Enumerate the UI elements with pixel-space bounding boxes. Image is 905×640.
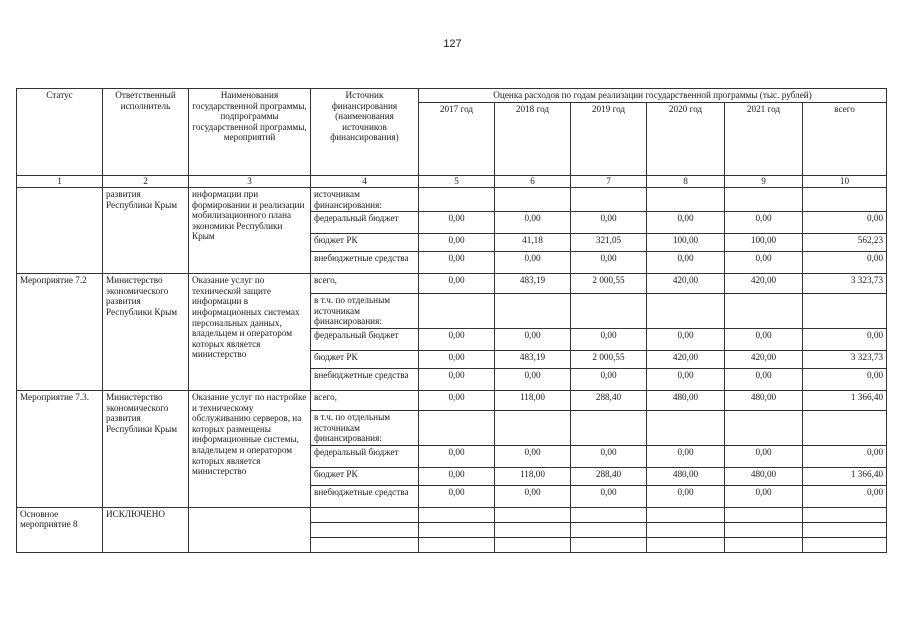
value-cell: 0,00: [571, 368, 647, 390]
value-cell: 0,00: [725, 328, 803, 350]
value-cell: [419, 294, 495, 329]
value-cell: 0,00: [495, 485, 571, 507]
index-cell: 5: [419, 176, 495, 188]
value-cell: 100,00: [647, 234, 725, 252]
value-cell: 0,00: [419, 485, 495, 507]
source-cell: внебюджетные средства: [311, 368, 419, 390]
total-cell: 3 323,73: [803, 350, 887, 368]
header-year: 2018 год: [495, 102, 571, 175]
value-cell: 0,00: [419, 252, 495, 274]
source-cell: в т.ч. по отдельным источникам финансирования:: [311, 410, 419, 445]
value-cell: 483,19: [495, 350, 571, 368]
activity-name-cell: [189, 507, 311, 552]
value-cell: 0,00: [419, 368, 495, 390]
source-cell: в т.ч. по отдельным источникам финансирования:: [311, 294, 419, 329]
value-cell: [725, 507, 803, 522]
value-cell: 0,00: [419, 212, 495, 234]
status-cell: Мероприятие 7.2: [17, 274, 103, 391]
source-cell: [311, 522, 419, 537]
total-cell: 0,00: [803, 252, 887, 274]
value-cell: 0,00: [419, 328, 495, 350]
value-cell: 0,00: [419, 467, 495, 485]
source-cell: федеральный бюджет: [311, 445, 419, 467]
total-cell: 0,00: [803, 445, 887, 467]
value-cell: 0,00: [419, 234, 495, 252]
status-cell: [17, 188, 103, 274]
page-number: 127: [443, 38, 462, 50]
index-row: [17, 176, 887, 188]
value-cell: [571, 410, 647, 445]
total-cell: 0,00: [803, 328, 887, 350]
value-cell: 0,00: [571, 485, 647, 507]
value-cell: [419, 522, 495, 537]
total-cell: 3 323,73: [803, 274, 887, 294]
total-cell: [803, 522, 887, 537]
value-cell: [495, 294, 571, 329]
header-name: Наименования государственной программы, подпрограммы государственной программы, мероприятий: [189, 89, 311, 176]
value-cell: 0,00: [725, 368, 803, 390]
header-year: 2021 год: [725, 102, 803, 175]
total-cell: 0,00: [803, 368, 887, 390]
value-cell: [725, 410, 803, 445]
responsible-cell: Министерство экономического развития Республики Крым: [103, 390, 189, 507]
index-cell: 2: [103, 176, 189, 188]
value-cell: 0,00: [647, 212, 725, 234]
index-cell: 4: [311, 176, 419, 188]
value-cell: 420,00: [647, 350, 725, 368]
value-cell: 0,00: [495, 445, 571, 467]
source-cell: всего,: [311, 274, 419, 294]
header-status: Статус: [17, 89, 103, 176]
value-cell: 118,00: [495, 467, 571, 485]
value-cell: [647, 188, 725, 212]
value-cell: [647, 294, 725, 329]
total-cell: [803, 537, 887, 552]
value-cell: 0,00: [571, 445, 647, 467]
value-cell: 0,00: [647, 252, 725, 274]
value-cell: 0,00: [419, 274, 495, 294]
total-cell: 562,23: [803, 234, 887, 252]
table-row: [17, 274, 887, 294]
value-cell: [419, 410, 495, 445]
value-cell: 0,00: [419, 390, 495, 410]
index-cell: 9: [725, 176, 803, 188]
value-cell: [571, 507, 647, 522]
status-cell: Основное мероприятие 8: [17, 507, 103, 552]
source-cell: бюджет РК: [311, 467, 419, 485]
responsible-cell: развития Республики Крым: [103, 188, 189, 274]
index-cell: 10: [803, 176, 887, 188]
activity-name-cell: Оказание услуг по настройке и техническому обслуживанию серверов, на которых размещены информационные системы, владельцем и оператором которых является министерство: [189, 390, 311, 507]
value-cell: 0,00: [647, 485, 725, 507]
value-cell: [647, 522, 725, 537]
value-cell: 118,00: [495, 390, 571, 410]
value-cell: 321,05: [571, 234, 647, 252]
table-row: [17, 390, 887, 410]
value-cell: [419, 537, 495, 552]
value-cell: 0,00: [725, 252, 803, 274]
table-row: [17, 507, 887, 522]
value-cell: 0,00: [647, 445, 725, 467]
source-cell: внебюджетные средства: [311, 252, 419, 274]
value-cell: 483,19: [495, 274, 571, 294]
value-cell: 288,40: [571, 467, 647, 485]
responsible-cell: ИСКЛЮЧЕНО: [103, 507, 189, 552]
index-cell: 1: [17, 176, 103, 188]
value-cell: [495, 188, 571, 212]
header-estimate: Оценка расходов по годам реализации государственной программы (тыс. рублей): [419, 89, 887, 103]
source-cell: внебюджетные средства: [311, 485, 419, 507]
source-cell: федеральный бюджет: [311, 328, 419, 350]
value-cell: [495, 410, 571, 445]
value-cell: 0,00: [725, 445, 803, 467]
value-cell: [495, 507, 571, 522]
value-cell: [647, 537, 725, 552]
budget-table: [16, 88, 887, 553]
value-cell: 0,00: [647, 368, 725, 390]
value-cell: [725, 294, 803, 329]
value-cell: 41,18: [495, 234, 571, 252]
value-cell: 420,00: [725, 350, 803, 368]
value-cell: 100,00: [725, 234, 803, 252]
header-year: 2019 год: [571, 102, 647, 175]
activity-name-cell: информации при формировании и реализации мобилизационного плана экономики Республики Крым: [189, 188, 311, 274]
source-cell: федеральный бюджет: [311, 212, 419, 234]
source-cell: бюджет РК: [311, 350, 419, 368]
header-row: [17, 89, 887, 103]
value-cell: [571, 188, 647, 212]
header-source: Источник финансирования (наименования источников финансирования): [311, 89, 419, 176]
value-cell: 0,00: [725, 212, 803, 234]
value-cell: [647, 410, 725, 445]
total-cell: [803, 294, 887, 329]
total-cell: [803, 410, 887, 445]
total-cell: 0,00: [803, 485, 887, 507]
total-cell: 0,00: [803, 212, 887, 234]
total-cell: 1 366,40: [803, 390, 887, 410]
value-cell: 2 000,55: [571, 350, 647, 368]
index-cell: 8: [647, 176, 725, 188]
value-cell: 420,00: [725, 274, 803, 294]
value-cell: [571, 522, 647, 537]
total-cell: [803, 507, 887, 522]
value-cell: [571, 294, 647, 329]
value-cell: 0,00: [571, 212, 647, 234]
total-cell: 1 366,40: [803, 467, 887, 485]
value-cell: 420,00: [647, 274, 725, 294]
value-cell: 480,00: [647, 390, 725, 410]
value-cell: 0,00: [419, 445, 495, 467]
value-cell: [725, 188, 803, 212]
index-cell: 3: [189, 176, 311, 188]
source-cell: [311, 507, 419, 522]
value-cell: 0,00: [419, 350, 495, 368]
activity-name-cell: Оказание услуг по технической защите информации в информационных системах персональных данных, владельцем и оператором которых является министерство: [189, 274, 311, 391]
source-cell: бюджет РК: [311, 234, 419, 252]
index-cell: 7: [571, 176, 647, 188]
value-cell: 0,00: [495, 212, 571, 234]
value-cell: [419, 188, 495, 212]
value-cell: [725, 522, 803, 537]
source-cell: всего,: [311, 390, 419, 410]
header-total: всего: [803, 102, 887, 175]
header-year: 2017 год: [419, 102, 495, 175]
value-cell: [495, 522, 571, 537]
value-cell: 0,00: [725, 485, 803, 507]
source-cell: источникам финансирования:: [311, 188, 419, 212]
index-cell: 6: [495, 176, 571, 188]
value-cell: 0,00: [647, 328, 725, 350]
value-cell: 0,00: [571, 328, 647, 350]
value-cell: 0,00: [495, 328, 571, 350]
value-cell: [571, 537, 647, 552]
value-cell: 480,00: [725, 390, 803, 410]
responsible-cell: Министерство экономического развития Республики Крым: [103, 274, 189, 391]
value-cell: [647, 507, 725, 522]
value-cell: 0,00: [495, 252, 571, 274]
value-cell: 288,40: [571, 390, 647, 410]
value-cell: [725, 537, 803, 552]
value-cell: 2 000,55: [571, 274, 647, 294]
value-cell: 480,00: [647, 467, 725, 485]
value-cell: [495, 537, 571, 552]
value-cell: 480,00: [725, 467, 803, 485]
header-responsible: Ответственный исполнитель: [103, 89, 189, 176]
value-cell: 0,00: [495, 368, 571, 390]
value-cell: [419, 507, 495, 522]
table-row: [17, 188, 887, 212]
total-cell: [803, 188, 887, 212]
source-cell: [311, 537, 419, 552]
status-cell: Мероприятие 7.3.: [17, 390, 103, 507]
value-cell: 0,00: [571, 252, 647, 274]
header-year: 2020 год: [647, 102, 725, 175]
